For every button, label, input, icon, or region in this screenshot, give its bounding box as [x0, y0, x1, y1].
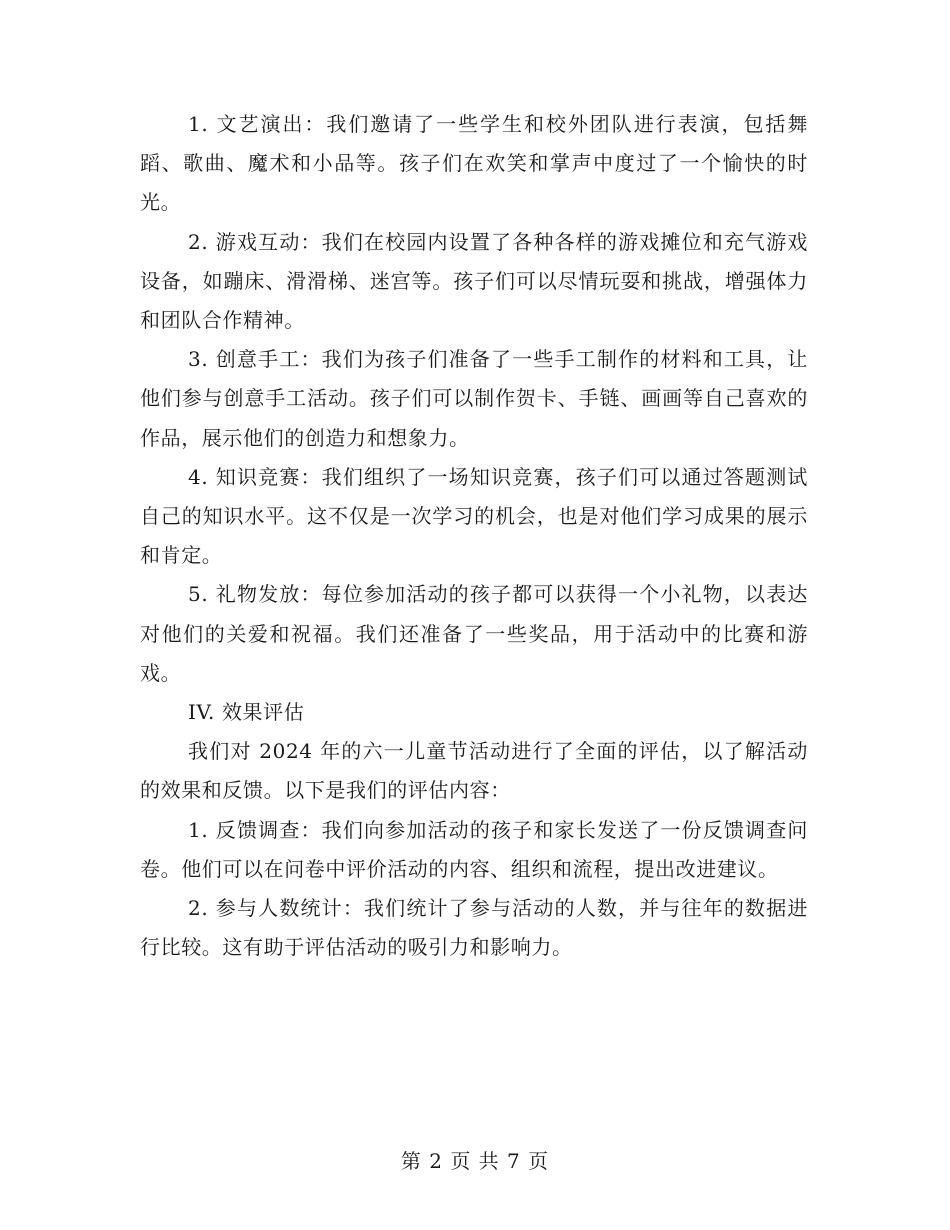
- page-number-footer: 第 2 页 共 7 页: [400, 1149, 550, 1173]
- paragraph-feedback-survey: 1. 反馈调查：我们向参加活动的孩子和家长发送了一份反馈调查问卷。他们可以在问卷中评价活动的内容、组织和流程，提出改进建议。: [140, 817, 808, 881]
- paragraph-evaluation-intro: 我们对 2024 年的六一儿童节活动进行了全面的评估，以了解活动的效果和反馈。以下是我们的评估内容：: [140, 739, 808, 803]
- paragraph-literary-performance: 1. 文艺演出：我们邀请了一些学生和校外团队进行表演，包括舞蹈、歌曲、魔术和小品等。孩子们在欢笑和掌声中度过了一个愉快的时光。: [140, 112, 808, 215]
- paragraph-creative-handcraft: 3. 创意手工：我们为孩子们准备了一些手工制作的材料和工具，让他们参与创意手工活动。孩子们可以制作贺卡、手链、画画等自己喜欢的作品，展示他们的创造力和想象力。: [140, 347, 808, 450]
- paragraph-knowledge-contest: 4. 知识竞赛：我们组织了一场知识竞赛，孩子们可以通过答题测试自己的知识水平。这不仅是一次学习的机会，也是对他们学习成果的展示和肯定。: [140, 464, 808, 568]
- section-heading-evaluation: IV. 效果评估: [188, 700, 305, 725]
- page-body: [140, 105, 808, 967]
- paragraph-gift-distribution: 5. 礼物发放：每位参加活动的孩子都可以获得一个小礼物，以表达对他们的关爱和祝福。我们还准备了一些奖品，用于活动中的比赛和游戏。: [140, 582, 808, 685]
- paragraph-game-interaction: 2. 游戏互动：我们在校园内设置了各种各样的游戏摊位和充气游戏设备，如蹦床、滑滑梯、迷宫等。孩子们可以尽情玩耍和挑战，增强体力和团队合作精神。: [140, 229, 808, 333]
- paragraph-attendance-statistics: 2. 参与人数统计：我们统计了参与活动的人数，并与往年的数据进行比较。这有助于评估活动的吸引力和影响力。: [140, 896, 808, 960]
